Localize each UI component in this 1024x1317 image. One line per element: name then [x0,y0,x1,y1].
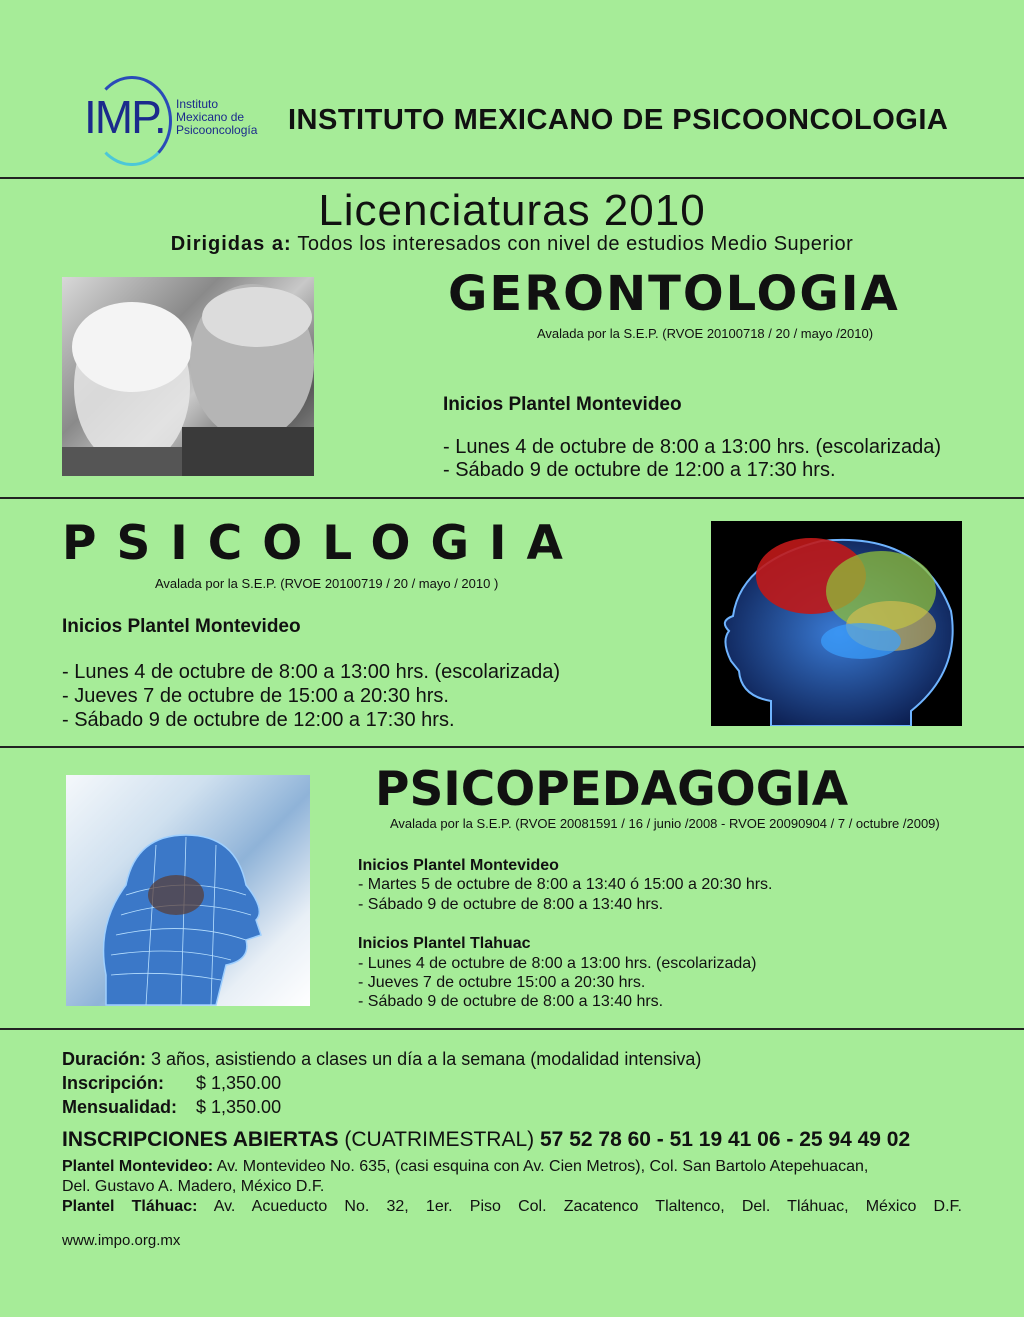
logo-abbr: IMP. [84,91,165,143]
montevideo-address-label: Plantel Montevideo: [62,1158,214,1175]
inscripciones-abiertas-period: (CUATRIMESTRAL) [344,1128,535,1151]
gerontologia-schedule-2: - Sábado 9 de octubre de 12:00 a 17:30 hrs. [443,459,836,481]
duracion-text: 3 años, asistiendo a clases un día a la semana (modalidad intensiva) [151,1049,702,1069]
mensualidad-line [62,1097,281,1118]
imp-logo [82,76,262,166]
psicologia-schedule-2: - Jueves 7 de octubre de 15:00 a 20:30 hrs. [62,685,449,707]
psicopedagogia-tlahuac-1: - Lunes 4 de octubre de 8:00 a 13:00 hrs. (escolarizada) [358,955,757,972]
inscripcion-label: Inscripción: [62,1073,165,1093]
inscripcion-value: $ 1,350.00 [196,1073,282,1093]
elderly-couple-photo [62,277,314,476]
montevideo-address-1: Av. Montevideo No. 635, (casi esquina con Av. Cien Metros), Col. San Bartolo Atepehuacan, [216,1158,869,1175]
tlahuac-address-label: Plantel Tláhuac: [62,1198,198,1215]
inscripcion-line [62,1073,281,1094]
duracion-line [62,1049,701,1070]
gerontologia-inicios: Inicios Plantel Montevideo [443,394,682,415]
mensualidad-label: Mensualidad: [62,1097,178,1117]
licenciaturas-title: Licenciaturas 2010 [318,186,706,235]
wireframe-head-photo [66,775,310,1006]
montevideo-address-line-1 [62,1158,868,1176]
gerontologia-schedule-1: - Lunes 4 de octubre de 8:00 a 13:00 hrs. (escolarizada) [443,436,942,458]
divider-gerontologia [0,497,1024,499]
psicologia-inicios: Inicios Plantel Montevideo [62,616,301,637]
psicopedagogia-tlahuac-2: - Jueves 7 de octubre 15:00 a 20:30 hrs. [358,974,646,991]
divider-psicologia [0,746,1024,748]
psicologia-schedule-3: - Sábado 9 de octubre de 12:00 a 17:30 hrs. [62,709,455,731]
psicologia-avalada: Avalada por la S.E.P. (RVOE 20100719 / 20 / mayo / 2010 ) [155,576,499,591]
logo-line-3: Psicooncología [176,123,258,137]
gerontologia-avalada: Avalada por la S.E.P. (RVOE 20100718 / 20 / mayo /2010) [537,326,874,341]
divider-psicopedagogia [0,1028,1024,1030]
logo-line-2: Mexicano de [176,110,245,124]
psicopedagogia-title: PSICOPEDAGOGIA [375,762,849,817]
psicologia-schedule-1: - Lunes 4 de octubre de 8:00 a 13:00 hrs. (escolarizada) [62,661,561,683]
dirigidas-line [0,233,1024,256]
psicopedagogia-montevideo-2: - Sábado 9 de octubre de 8:00 a 13:40 hrs. [358,896,664,913]
duracion-label: Duración: [62,1049,147,1069]
mensualidad-value: $ 1,350.00 [196,1097,282,1117]
institute-title: INSTITUTO MEXICANO DE PSICOONCOLOGIA [288,104,949,136]
psicopedagogia-tlahuac-heading: Inicios Plantel Tlahuac [358,935,531,952]
psicologia-title: PSICOLOGIA [62,516,583,571]
inscripciones-abiertas-label: INSCRIPCIONES ABIERTAS [62,1128,339,1151]
psicopedagogia-avalada: Avalada por la S.E.P. (RVOE 20081591 / 16 / junio /2008 - RVOE 20090904 / 7 / octubre /2009) [390,816,940,831]
gerontologia-title: GERONTOLOGIA [448,266,900,322]
dirigidas-text: Todos los interesados con nivel de estudios Medio Superior [297,233,854,255]
divider-top [0,177,1024,179]
inscripciones-abiertas-line [62,1128,910,1152]
logo-line-1: Instituto [176,97,219,111]
psicopedagogia-montevideo-heading: Inicios Plantel Montevideo [358,857,559,874]
logo-subtitle [176,98,257,137]
tlahuac-address: Av. Acueducto No. 32, 1er. Piso Col. Zacatenco Tlaltenco, Del. Tláhuac, México D.F. [213,1198,962,1215]
brain-head-photo [711,521,962,726]
phone-numbers: 57 52 78 60 - 51 19 41 06 - 25 94 49 02 [540,1128,911,1151]
dirigidas-label: Dirigidas a: [170,233,292,255]
website-link[interactable]: www.impo.org.mx [62,1232,181,1249]
psicopedagogia-montevideo-1: - Martes 5 de octubre de 8:00 a 13:40 ó 15:00 a 20:30 hrs. [358,876,773,893]
montevideo-address-2: Del. Gustavo A. Madero, México D.F. [62,1178,325,1195]
tlahuac-address-line [62,1198,962,1216]
psicopedagogia-tlahuac-3: - Sábado 9 de octubre de 8:00 a 13:40 hrs. [358,993,664,1010]
